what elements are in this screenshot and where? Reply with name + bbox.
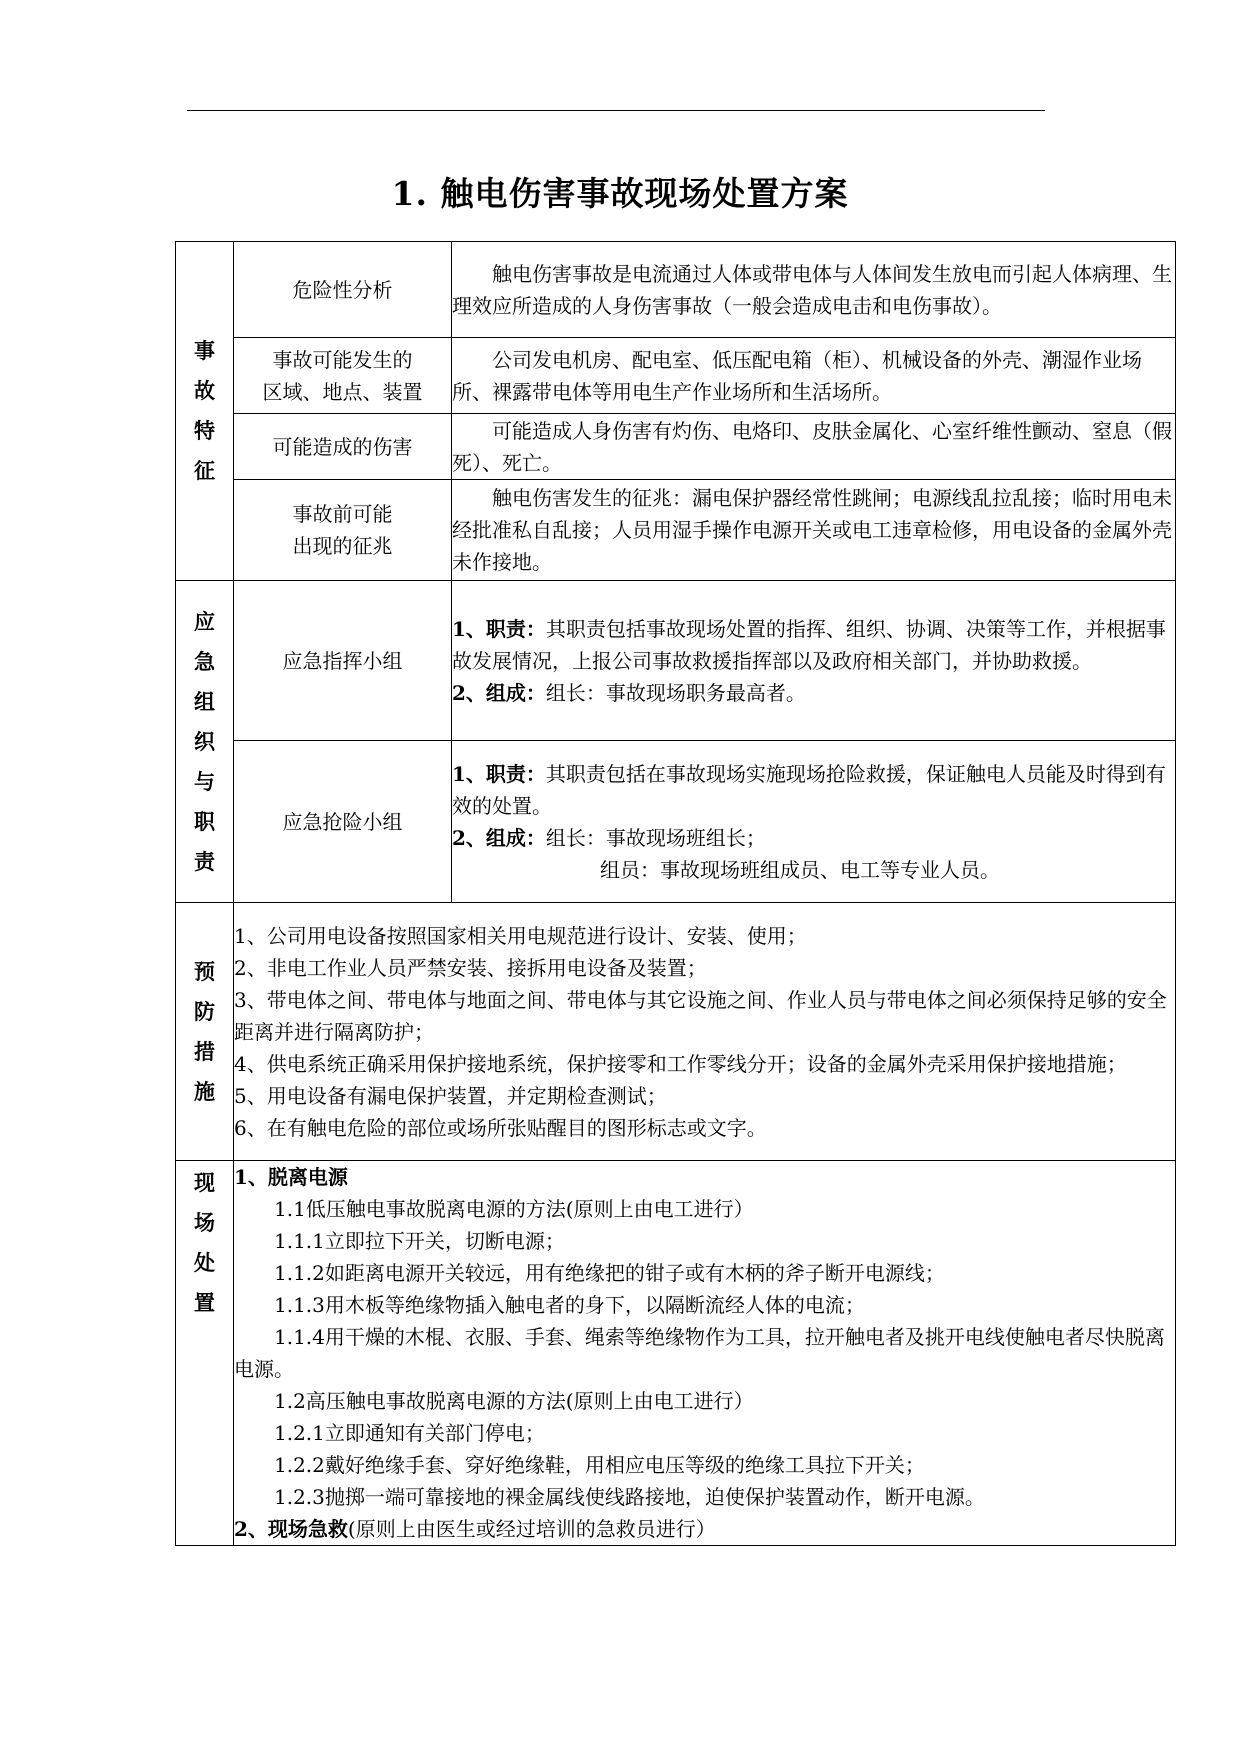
table-row	[176, 242, 1176, 338]
section-heading: 1、脱离电源	[234, 1165, 348, 1189]
table-row	[176, 338, 1176, 414]
category-prevention: 预 防 措 施	[176, 903, 234, 1161]
page-title: 1. 触电伤害事故现场处置方案	[391, 174, 849, 213]
list-item: 5、用电设备有漏电保护装置，并定期检查测试；	[234, 1083, 667, 1108]
rescue-members: 2、组成：组长：事故现场班组长；	[452, 825, 766, 850]
list-item: 1.2.3抛掷一端可靠接地的裸金属线使线路接地，迫使保护装置动作，断开电源。	[274, 1485, 985, 1509]
row-label-hazard-analysis: 危险性分析	[234, 242, 452, 338]
row-text-possible-locations: 公司发电机房、配电室、低压配电箱（柜）、机械设备的外壳、潮湿作业场所、裸露带电体等用电生产作业场所和生活场所。	[452, 338, 1176, 414]
table-row	[176, 414, 1176, 480]
section-heading: 2、现场急救(原则上由医生或经过培训的急救员进行）	[234, 1517, 716, 1541]
row-label-command-group: 应急指挥小组	[234, 581, 452, 741]
command-members: 2、组成：组长：事故现场职务最高者。	[452, 680, 806, 705]
list-item: 2、非电工作业人员严禁安装、接拆用电设备及装置；	[234, 955, 707, 980]
subsection-title: 1.2高压触电事故脱离电源的方法(原则上由电工进行）	[274, 1389, 754, 1413]
command-duty: 1、职责：其职责包括事故现场处置的指挥、组织、协调、决策等工作，并根据事故发展情况，上报公司事故救援指挥部以及政府相关部门，并协助救援。	[452, 616, 1166, 673]
list-item: 1.1.1立即拉下开关，切断电源；	[274, 1229, 565, 1253]
category-emergency-organization: 应 急 组 织 与 职 责	[176, 581, 234, 903]
list-item: 6、在有触电危险的部位或场所张贴醒目的图形标志或文字。	[234, 1115, 767, 1140]
prevention-measures	[234, 903, 1176, 1161]
table-row	[176, 480, 1176, 581]
row-text-command-group	[452, 581, 1176, 741]
table-row	[176, 741, 1176, 903]
rescue-duty: 1、职责：其职责包括在事故现场实施现场抢险救援，保证触电人员能及时得到有效的处置。	[452, 761, 1166, 818]
list-item: 1.1.2如距离电源开关较远，用有绝缘把的钳子或有木柄的斧子断开电源线；	[274, 1261, 945, 1285]
list-item: 3、带电体之间、带电体与地面之间、带电体与其它设施之间、作业人员与带电体之间必须保持足够的安全距离并进行隔离防护；	[234, 987, 1167, 1044]
row-text-rescue-group	[452, 741, 1176, 903]
row-label-possible-locations: 事故可能发生的 区域、地点、装置	[234, 338, 452, 414]
row-text-possible-injuries: 可能造成人身伤害有灼伤、电烙印、皮肤金属化、心室纤维性颤动、窒息（假死）、死亡。	[452, 414, 1176, 480]
onsite-response-steps	[234, 1161, 1176, 1546]
list-item: 1、公司用电设备按照国家相关用电规范进行设计、安装、使用；	[234, 923, 807, 948]
category-onsite-response: 现 场 处 置	[176, 1161, 234, 1546]
header-rule	[187, 110, 1045, 111]
list-item: 1.2.1立即通知有关部门停电；	[274, 1421, 545, 1445]
rescue-members-2: 组员：事故现场班组成员、电工等专业人员。	[600, 857, 1000, 882]
list-item: 1.1.4用干燥的木棍、衣服、手套、绳索等绝缘物作为工具，拉开触电者及挑开电线使触电者尽快脱离电源。	[234, 1325, 1165, 1381]
list-item: 4、供电系统正确采用保护接地系统，保护接零和工作零线分开；设备的金属外壳采用保护接地措施；	[234, 1051, 1127, 1076]
row-label-rescue-group: 应急抢险小组	[234, 741, 452, 903]
category-accident-characteristics: 事 故 特 征	[176, 242, 234, 581]
row-text-warning-signs: 触电伤害发生的征兆：漏电保护器经常性跳闸；电源线乱拉乱接；临时用电未经批准私自乱接；人员用湿手操作电源开关或电工违章检修，用电设备的金属外壳未作接地。	[452, 480, 1176, 581]
row-text-hazard-analysis: 触电伤害事故是电流通过人体或带电体与人体间发生放电而引起人体病理、生理效应所造成的人身伤害事故（一般会造成电击和电伤事故）。	[452, 242, 1176, 338]
list-item: 1.1.3用木板等绝缘物插入触电者的身下，以隔断流经人体的电流；	[274, 1293, 865, 1317]
subsection-title: 1.1低压触电事故脱离电源的方法(原则上由电工进行）	[274, 1197, 754, 1221]
response-plan-table	[175, 241, 1176, 1546]
row-label-warning-signs: 事故前可能 出现的征兆	[234, 480, 452, 581]
table-row	[176, 903, 1176, 1161]
table-row	[176, 1161, 1176, 1546]
table-row	[176, 581, 1176, 741]
row-label-possible-injuries: 可能造成的伤害	[234, 414, 452, 480]
list-item: 1.2.2戴好绝缘手套、穿好绝缘鞋，用相应电压等级的绝缘工具拉下开关；	[274, 1453, 925, 1477]
